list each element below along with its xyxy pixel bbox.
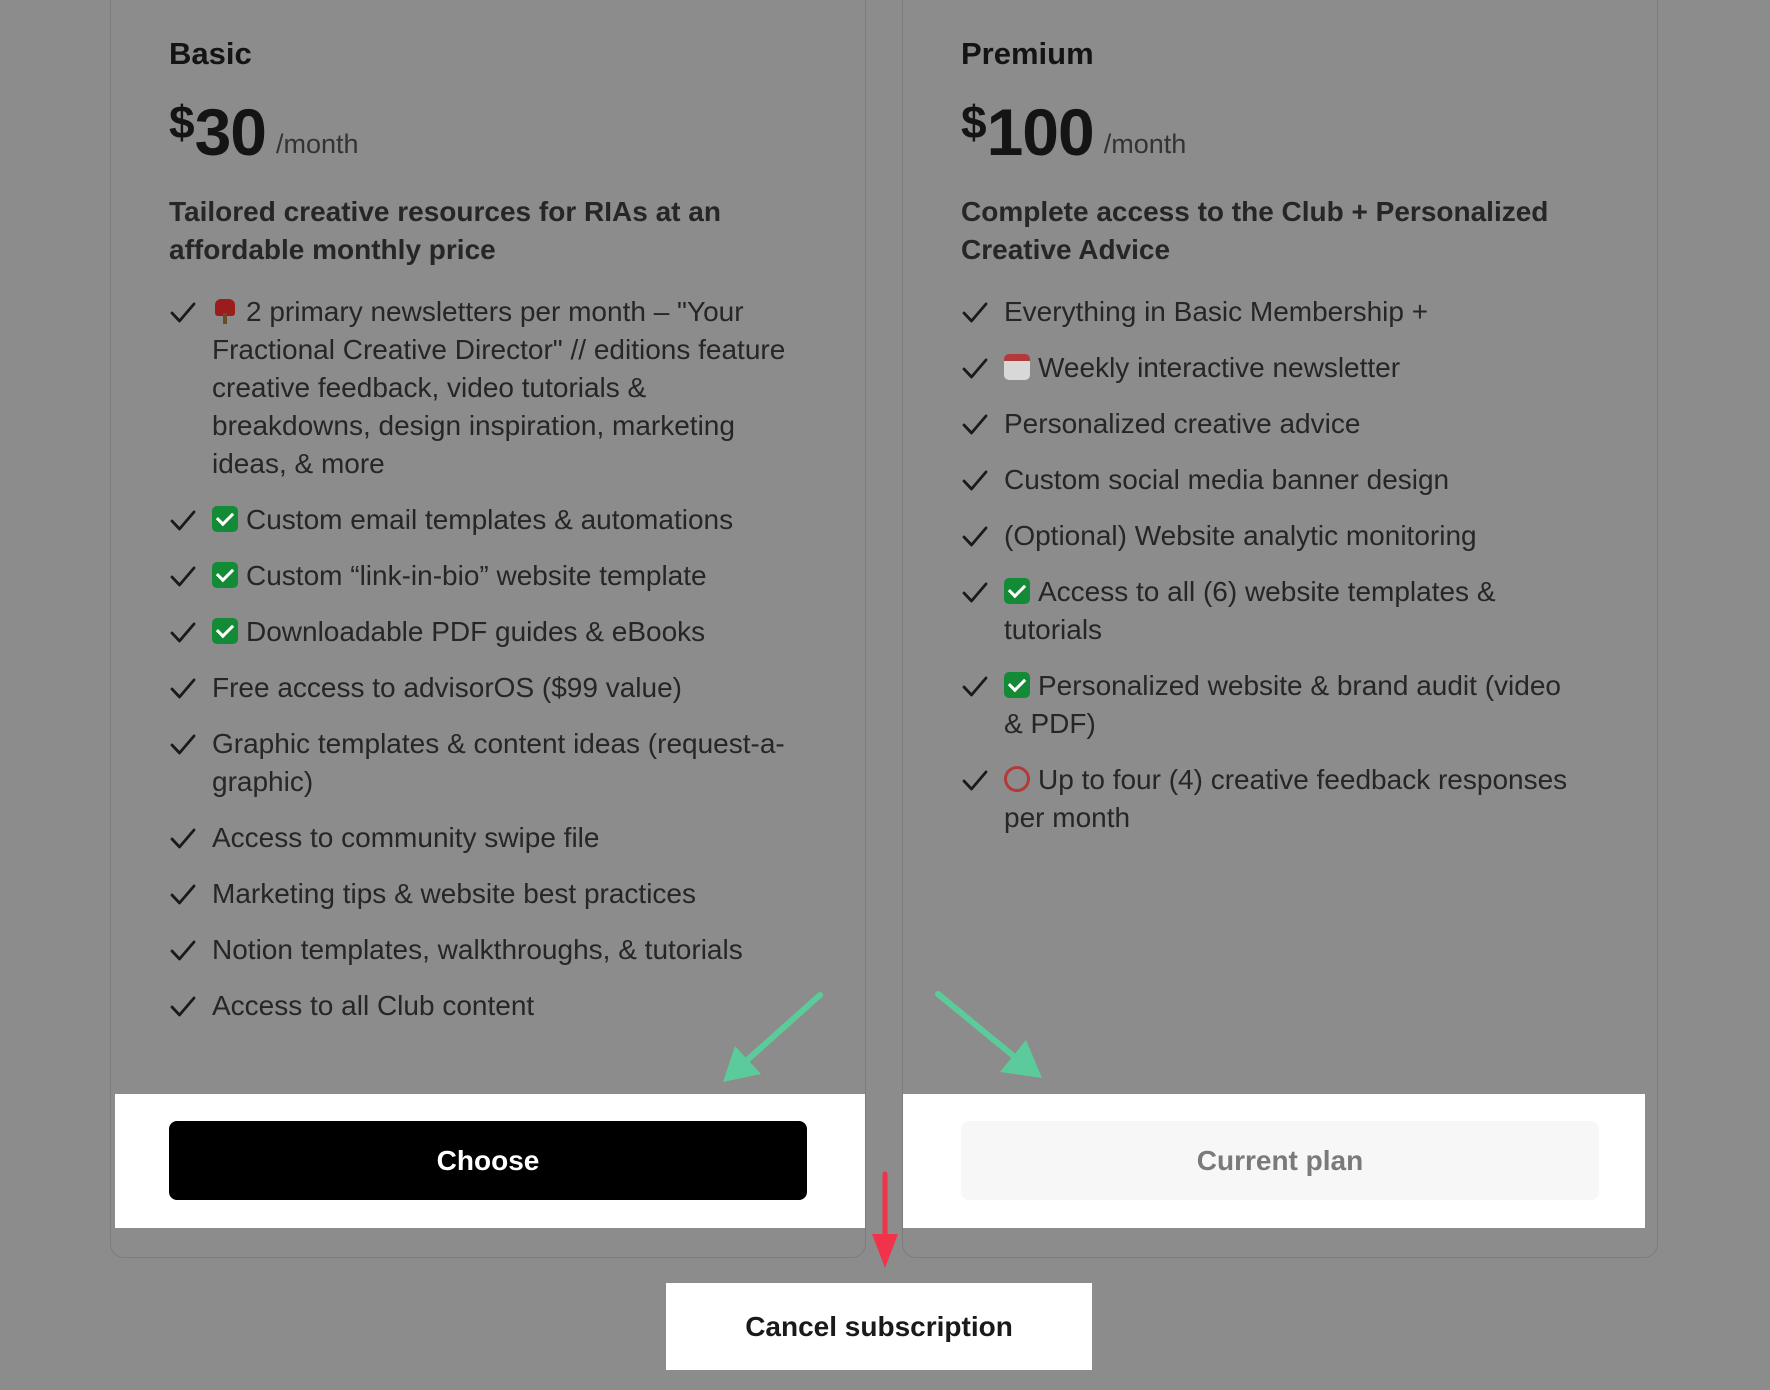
- checkmark-icon: [961, 300, 989, 326]
- plan-card-content: [169, 35, 795, 1043]
- checkmark-icon: [961, 468, 989, 494]
- price-period: /month: [276, 129, 359, 159]
- feature-item: [169, 819, 795, 857]
- checkmark-icon: [169, 620, 197, 646]
- feature-item: [169, 293, 795, 483]
- plan-description: Tailored creative resources for RIAs at an affordable monthly price: [169, 196, 721, 265]
- feature-text: Everything in Basic Membership +: [1004, 296, 1429, 327]
- feature-item: [169, 875, 795, 913]
- price: [961, 95, 1587, 169]
- checkmark-icon: [169, 938, 197, 964]
- green-check-icon: [212, 506, 238, 532]
- feature-item: [169, 501, 795, 539]
- feature-item: [169, 725, 795, 801]
- feature-item: [961, 293, 1587, 331]
- green-check-icon: [1004, 672, 1030, 698]
- feature-text: Notion templates, walkthroughs, & tutorials: [212, 934, 743, 965]
- feature-text: Weekly interactive newsletter: [1038, 352, 1401, 383]
- green-check-icon: [212, 562, 238, 588]
- feature-list: [169, 293, 795, 1025]
- green-check-icon: [212, 618, 238, 644]
- price-currency: $: [961, 96, 987, 148]
- checkmark-icon: [961, 524, 989, 550]
- checkmark-icon: [169, 732, 197, 758]
- feature-item: [169, 613, 795, 651]
- price: [169, 95, 795, 169]
- checkmark-icon: [169, 564, 197, 590]
- feature-item: [961, 573, 1587, 649]
- checkmark-icon: [169, 676, 197, 702]
- feature-item: [169, 987, 795, 1025]
- feature-item: [961, 667, 1587, 743]
- annotation-arrow-green-left: [715, 990, 825, 1090]
- feature-text: Graphic templates & content ideas (request-a-graphic): [212, 728, 785, 797]
- checkmark-icon: [961, 768, 989, 794]
- checkmark-icon: [961, 580, 989, 606]
- feature-text: Custom email templates & automations: [246, 504, 734, 535]
- checkmark-icon: [961, 356, 989, 382]
- feature-item: [961, 349, 1587, 387]
- choose-button[interactable]: Choose: [169, 1121, 807, 1200]
- feature-text: Personalized website & brand audit (video & PDF): [1004, 670, 1561, 739]
- price-amount: 30: [194, 95, 267, 169]
- price-period: /month: [1103, 129, 1187, 159]
- cancel-subscription-button[interactable]: Cancel subscription: [666, 1283, 1092, 1370]
- feature-item: [961, 517, 1587, 555]
- current-plan-button[interactable]: Current plan: [961, 1121, 1599, 1200]
- checkmark-icon: [961, 412, 989, 438]
- feature-text: Access to all (6) website templates & tutorials: [1004, 576, 1496, 645]
- feature-text: Access to all Club content: [212, 990, 535, 1021]
- feature-text: Custom “link-in-bio” website template: [246, 560, 707, 591]
- feature-text: Downloadable PDF guides & eBooks: [246, 616, 706, 647]
- feature-list: [961, 293, 1587, 837]
- feature-text: Up to four (4) creative feedback responses per month: [1004, 764, 1568, 833]
- plan-description: Complete access to the Club + Personalized Creative Advice: [961, 196, 1549, 265]
- feature-item: [961, 461, 1587, 499]
- price-currency: $: [169, 96, 195, 148]
- feature-text: 2 primary newsletters per month – "Your Fractional Creative Director" // editions feature creative feedback, video tutorials & breakdowns, design inspiration, marketing ideas, & more: [212, 296, 786, 479]
- feature-text: (Optional) Website analytic monitoring: [1004, 520, 1477, 551]
- ferris-wheel-icon: [1004, 766, 1030, 792]
- feature-item: [169, 931, 795, 969]
- feature-text: Custom social media banner design: [1004, 464, 1450, 495]
- plan-name: Premium: [961, 36, 1094, 71]
- feature-item: [961, 405, 1587, 443]
- annotation-arrow-red-down: [868, 1170, 902, 1270]
- mailbox-icon: [212, 298, 238, 324]
- feature-text: Marketing tips & website best practices: [212, 878, 696, 909]
- feature-item: [169, 557, 795, 595]
- checkmark-icon: [169, 994, 197, 1020]
- feature-item: [961, 761, 1587, 837]
- plan-card-content: [961, 35, 1587, 855]
- checkmark-icon: [169, 882, 197, 908]
- feature-text: Free access to advisorOS ($99 value): [212, 672, 682, 703]
- checkmark-icon: [169, 300, 197, 326]
- green-check-icon: [1004, 578, 1030, 604]
- checkmark-icon: [169, 508, 197, 534]
- feature-text: Access to community swipe file: [212, 822, 600, 853]
- feature-item: [169, 669, 795, 707]
- checkmark-icon: [961, 674, 989, 700]
- price-amount: 100: [986, 95, 1094, 169]
- checkmark-icon: [169, 826, 197, 852]
- feature-text: Personalized creative advice: [1004, 408, 1361, 439]
- annotation-arrow-green-right: [930, 988, 1050, 1088]
- calendar-icon: [1004, 354, 1030, 380]
- plan-name: Basic: [169, 36, 252, 71]
